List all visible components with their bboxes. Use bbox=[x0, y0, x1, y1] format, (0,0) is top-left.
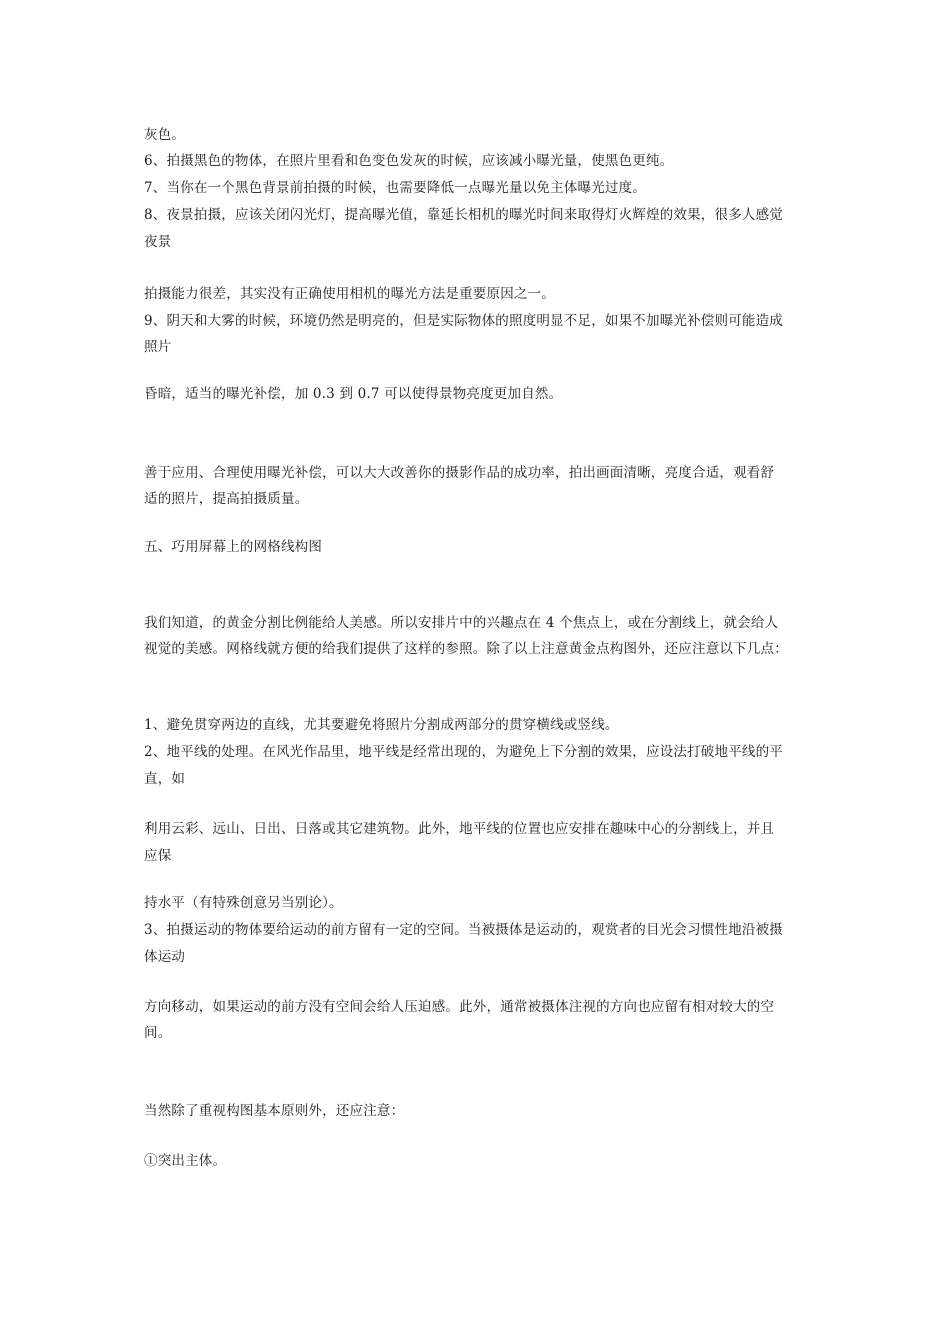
text-line: 昏暗，适当的曝光补偿，加 0.3 到 0.7 可以使得景物亮度更加自然。 bbox=[144, 386, 563, 402]
section-heading: 五、巧用屏幕上的网格线构图 bbox=[144, 539, 323, 555]
text-line: 夜景 bbox=[144, 234, 172, 250]
text-line: 1、避免贯穿两边的直线，尤其要避免将照片分割成两部分的贯穿横线或竖线。 bbox=[144, 717, 619, 733]
text-line: 善于应用、合理使用曝光补偿，可以大大改善你的摄影作品的成功率，拍出画面清晰，亮度合适，观看舒 bbox=[144, 465, 775, 481]
text-line: 6、拍摄黑色的物体，在照片里看和色变色发灰的时候，应该减小曝光量，使黑色更纯。 bbox=[144, 153, 674, 169]
text-line: 8、夜景拍摄，应该关闭闪光灯，提高曝光值，靠延长相机的曝光时间来取得灯火辉煌的效果，很多人感觉 bbox=[144, 207, 783, 223]
text-line: 方向移动，如果运动的前方没有空间会给人压迫感。此外，通常被摄体注视的方向也应留有相对较大的空 bbox=[144, 999, 775, 1015]
text-line: 9、阴天和大雾的时候，环境仍然是明亮的，但是实际物体的照度明显不足，如果不加曝光补偿则可能造成 bbox=[144, 313, 783, 329]
text-line: 应保 bbox=[144, 848, 172, 864]
text-line: 当然除了重视构图基本原则外，还应注意： bbox=[144, 1103, 405, 1119]
text-line: 间。 bbox=[144, 1025, 172, 1041]
text-line: 3、拍摄运动的物体要给运动的前方留有一定的空间。当被摄体是运动的，观赏者的目光会习惯性地沿被摄 bbox=[144, 922, 783, 938]
text-line: 我们知道，的黄金分割比例能给人美感。所以安排片中的兴趣点在 4 个焦点上，或在分割线上，就会给人 bbox=[144, 615, 779, 631]
text-line: 适的照片，提高拍摄质量。 bbox=[144, 491, 309, 507]
text-line: 直，如 bbox=[144, 771, 186, 787]
text-line: 拍摄能力很差，其实没有正确使用相机的曝光方法是重要原因之一。 bbox=[144, 286, 555, 302]
text-line: 持水平（有特殊创意另当别论）。 bbox=[144, 895, 343, 911]
text-line: 利用云彩、远山、日出、日落或其它建筑物。此外，地平线的位置也应安排在趣味中心的分割线上，并且 bbox=[144, 821, 775, 837]
text-line: 灰色。 bbox=[144, 127, 186, 143]
text-line: 视觉的美感。网格线就方便的给我们提供了这样的参照。除了以上注意黄金点构图外，还应注意以下几点： bbox=[144, 641, 788, 657]
text-line: 照片 bbox=[144, 339, 172, 355]
text-line: 2、地平线的处理。在风光作品里，地平线是经常出现的，为避免上下分割的效果，应设法打破地平线的平 bbox=[144, 744, 783, 760]
text-line: ①突出主体。 bbox=[144, 1153, 227, 1169]
text-line: 7、当你在一个黑色背景前拍摄的时候，也需要降低一点曝光量以免主体曝光过度。 bbox=[144, 180, 646, 196]
text-line: 体运动 bbox=[144, 949, 186, 965]
